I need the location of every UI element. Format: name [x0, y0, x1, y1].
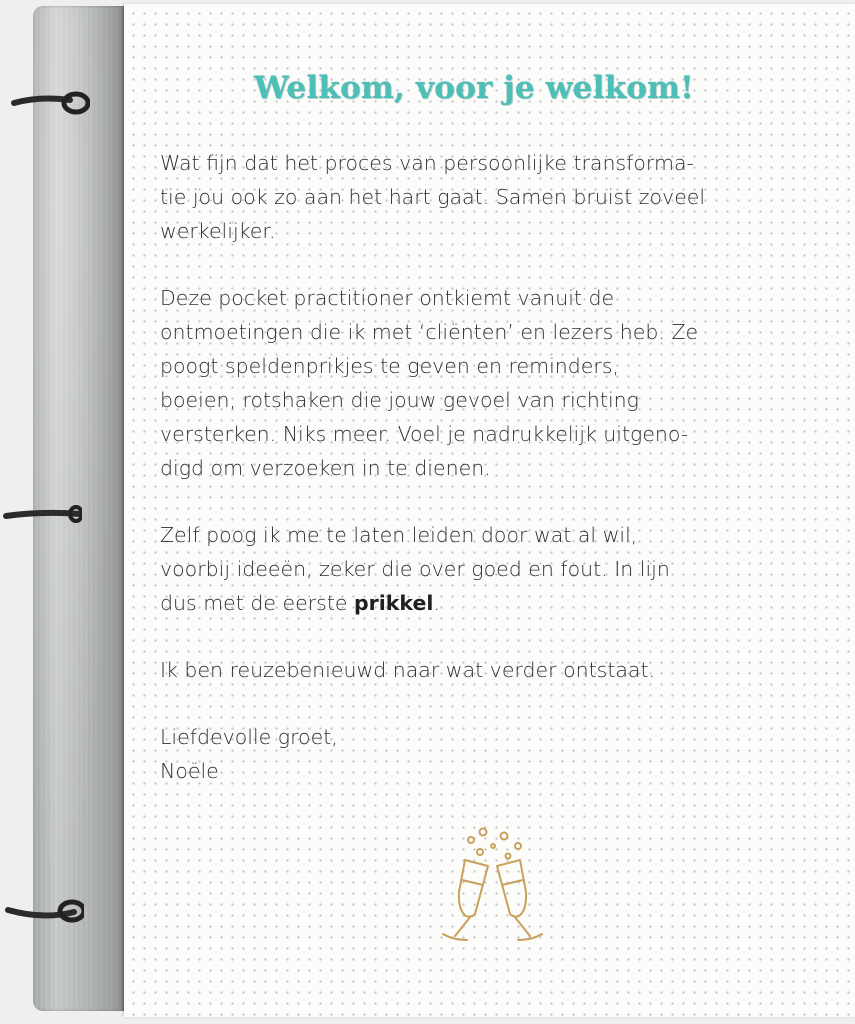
text-line: digd om verzoeken in te dienen. — [160, 456, 491, 480]
letter-body — [160, 146, 845, 821]
text-line: Zelf poog ik me te laten leiden door wat al wil, — [160, 523, 638, 547]
text-fragment: dus met de eerste — [160, 591, 354, 615]
paragraph-guidance — [160, 518, 845, 620]
paragraph-curiosity — [160, 653, 845, 687]
text-line: Deze pocket practitioner ontkiemt vanuit de — [160, 286, 615, 310]
closing-greeting: Liefdevolle groet, — [160, 725, 338, 749]
binder-ring-icon — [10, 90, 90, 116]
text-line-with-emphasis — [160, 586, 845, 620]
text-line: voorbij ideeën, zeker die over goed en fout. In lijn — [160, 557, 670, 581]
signature-block — [160, 720, 845, 788]
paragraph-purpose — [160, 281, 845, 485]
page-title: Welkom, voor je welkom! — [254, 70, 694, 106]
text-line: Wat fijn dat het proces van persoonlijke transforma- — [160, 151, 694, 175]
binder-ring-icon — [4, 898, 84, 924]
paragraph-intro — [160, 146, 845, 248]
text-line: versterken. Niks meer. Voel je nadrukkelijk uitgeno- — [160, 422, 689, 446]
text-fragment: . — [433, 591, 440, 615]
text-line: poogt speldenprikjes te geven en reminders, — [160, 354, 620, 378]
text-line: Ik ben reuzebenieuwd naar wat verder ontstaat. — [160, 658, 656, 682]
text-line: ontmoetingen die ik met ‘cliënten’ en lezers heb. Ze — [160, 320, 699, 344]
text-line: tie jou ook zo aan het hart gaat. Samen bruist zoveel — [160, 185, 706, 209]
text-line: boeien, rotshaken die jouw gevoel van richting — [160, 388, 639, 412]
binder-ring-icon — [2, 502, 82, 528]
emphasized-word: prikkel — [353, 591, 434, 615]
signature-name: Noële — [160, 759, 219, 783]
text-line: werkelijker. — [160, 219, 276, 243]
champagne-glasses-icon — [425, 822, 560, 952]
